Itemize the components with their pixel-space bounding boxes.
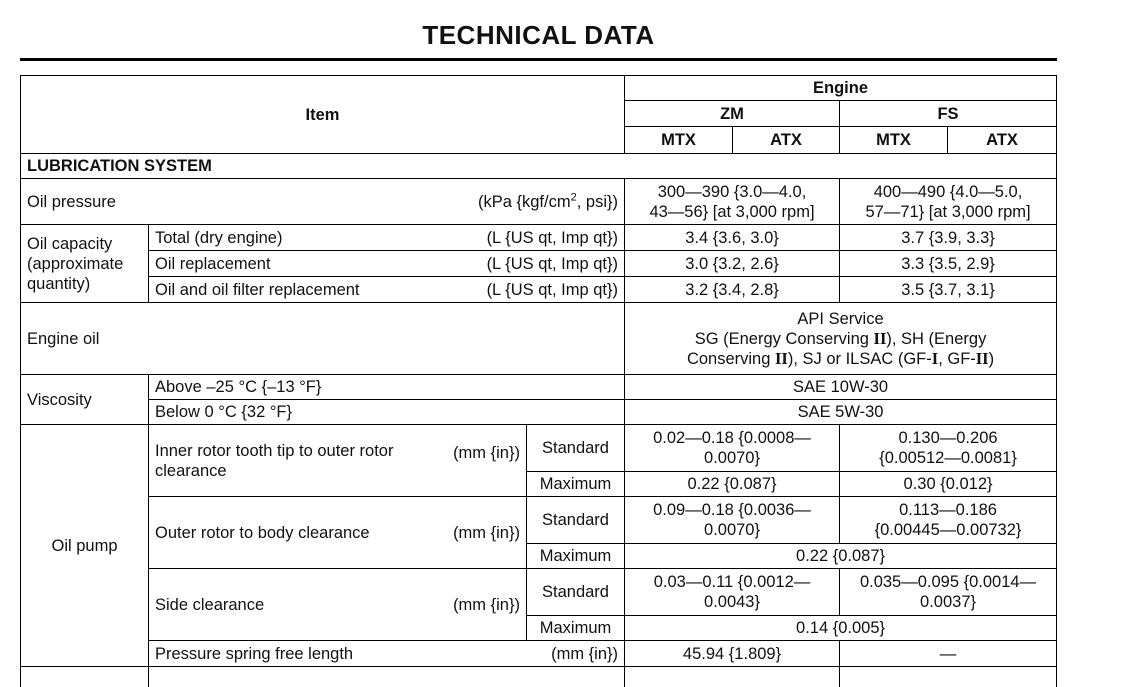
inner-rotor-cell: (mm {in}) Inner rotor tooth tip to outer rotor clearance <box>149 425 527 497</box>
side-clearance-label: Side clearance <box>155 595 265 614</box>
oil-capacity-item: Oil and oil filter replacement <box>155 280 360 299</box>
oil-pressure-zm: 300—390 {3.0—4.0, 43—56} [at 3,000 rpm] <box>625 179 840 225</box>
oil-pressure-cell <box>21 179 625 225</box>
oil-capacity-unit: (L {US qt, Imp qt}) <box>486 254 619 273</box>
oil-capacity-fs: 3.3 {3.5, 2.9} <box>840 251 1057 277</box>
pressure-spring-label: Pressure spring free length <box>155 644 354 663</box>
maximum-label: Maximum <box>527 472 625 497</box>
outer-rotor-std-zm: 0.09—0.18 {0.0036— 0.0070} <box>625 497 840 544</box>
outer-rotor-std-fs: 0.113—0.186 {0.00445—0.00732} <box>840 497 1057 544</box>
standard-label: Standard <box>527 569 625 616</box>
oil-capacity-unit: (L {US qt, Imp qt}) <box>486 228 619 247</box>
pressure-spring-fs: — <box>840 641 1057 667</box>
oil-capacity-item: Total (dry engine) <box>155 228 283 247</box>
oil-pressure-label: Oil pressure <box>27 192 116 211</box>
header-fs: FS <box>840 101 1057 127</box>
row-oil-pressure <box>21 179 1057 225</box>
header-engine: Engine <box>625 76 1057 101</box>
inner-rotor-std-zm: 0.02—0.18 {0.0008— 0.0070} <box>625 425 840 472</box>
pressure-spring-zm: 45.94 {1.809} <box>625 641 840 667</box>
viscosity-item: Above –25 °C {–13 °F} <box>149 375 625 400</box>
oil-pressure-unit: (kPa {$kgf/cm^2$, psi}) <box>477 191 619 211</box>
outer-rotor-cell <box>149 497 527 569</box>
inner-rotor-max-zm: 0.22 {0.087} <box>625 472 840 497</box>
row-oil-capacity-replacement <box>21 251 1057 277</box>
oil-pump-label: Oil pump <box>21 425 149 667</box>
inner-rotor-max-fs: 0.30 {0.012} <box>840 472 1057 497</box>
side-clearance-cell <box>149 569 527 641</box>
oil-capacity-unit: (L {US qt, Imp qt}) <box>486 280 619 299</box>
page-title: TECHNICAL DATA <box>422 20 655 50</box>
header-fs-mtx: MTX <box>840 127 948 154</box>
row-cut-off <box>21 667 1057 687</box>
viscosity-label: Viscosity <box>21 375 149 425</box>
oil-capacity-item: Oil replacement <box>155 254 271 273</box>
header-zm-atx: ATX <box>733 127 840 154</box>
viscosity-value: SAE 5W-30 <box>625 400 1057 425</box>
viscosity-item: Below 0 °C {32 °F} <box>149 400 625 425</box>
outer-rotor-unit: (mm {in}) <box>453 523 520 542</box>
row-inner-rotor-standard <box>21 425 1057 472</box>
viscosity-value: SAE 10W-30 <box>625 375 1057 400</box>
header-item: Item <box>21 76 625 154</box>
row-outer-rotor-standard <box>21 497 1057 544</box>
oil-capacity-fs: 3.5 {3.7, 3.1} <box>840 277 1057 303</box>
section-lubrication-system: LUBRICATION SYSTEM <box>21 154 1057 179</box>
side-clearance-std-zm: 0.03—0.11 {0.0012— 0.0043} <box>625 569 840 616</box>
maximum-label: Maximum <box>527 544 625 569</box>
oil-capacity-zm: 3.0 {3.2, 2.6} <box>625 251 840 277</box>
standard-label: Standard <box>527 425 625 472</box>
oil-capacity-zm: 3.2 {3.4, 2.8} <box>625 277 840 303</box>
side-clearance-unit: (mm {in}) <box>453 595 520 614</box>
inner-rotor-unit: (mm {in}) <box>453 443 520 462</box>
inner-rotor-std-fs: 0.130—0.206 {0.00512—0.0081} <box>840 425 1057 472</box>
row-oil-capacity-total <box>21 225 1057 251</box>
outer-rotor-max: 0.22 {0.087} <box>625 544 1057 569</box>
oil-capacity-fs: 3.7 {3.9, 3.3} <box>840 225 1057 251</box>
engine-oil-spec: API Service SG (Energy Conserving II), SH (Energy Conserving II), SJ or ILSAC (GF-I, GF-II) <box>625 303 1057 375</box>
side-clearance-std-fs: 0.035—0.095 {0.0014— 0.0037} <box>840 569 1057 616</box>
oil-capacity-label: Oil capacity (approximate quantity) <box>21 225 149 303</box>
title-divider <box>20 58 1057 61</box>
oil-pressure-fs: 400—490 {4.0—5.0, 57—71} [at 3,000 rpm] <box>840 179 1057 225</box>
oil-capacity-zm: 3.4 {3.6, 3.0} <box>625 225 840 251</box>
inner-rotor-label: Inner rotor tooth tip to outer rotor <box>155 441 394 460</box>
header-zm: ZM <box>625 101 840 127</box>
standard-label: Standard <box>527 497 625 544</box>
outer-rotor-label: Outer rotor to body clearance <box>155 523 370 542</box>
row-engine-oil <box>21 303 1057 375</box>
row-viscosity-above <box>21 375 1057 400</box>
side-clearance-max: 0.14 {0.005} <box>625 616 1057 641</box>
pressure-spring-unit: (mm {in}) <box>551 644 619 663</box>
maximum-label: Maximum <box>527 616 625 641</box>
row-viscosity-below <box>21 400 1057 425</box>
header-zm-mtx: MTX <box>625 127 733 154</box>
technical-data-table <box>20 75 1057 687</box>
row-oil-capacity-filter <box>21 277 1057 303</box>
row-side-clearance-standard <box>21 569 1057 616</box>
engine-oil-label: Engine oil <box>21 303 625 375</box>
row-pressure-spring <box>21 641 1057 667</box>
header-fs-atx: ATX <box>948 127 1057 154</box>
